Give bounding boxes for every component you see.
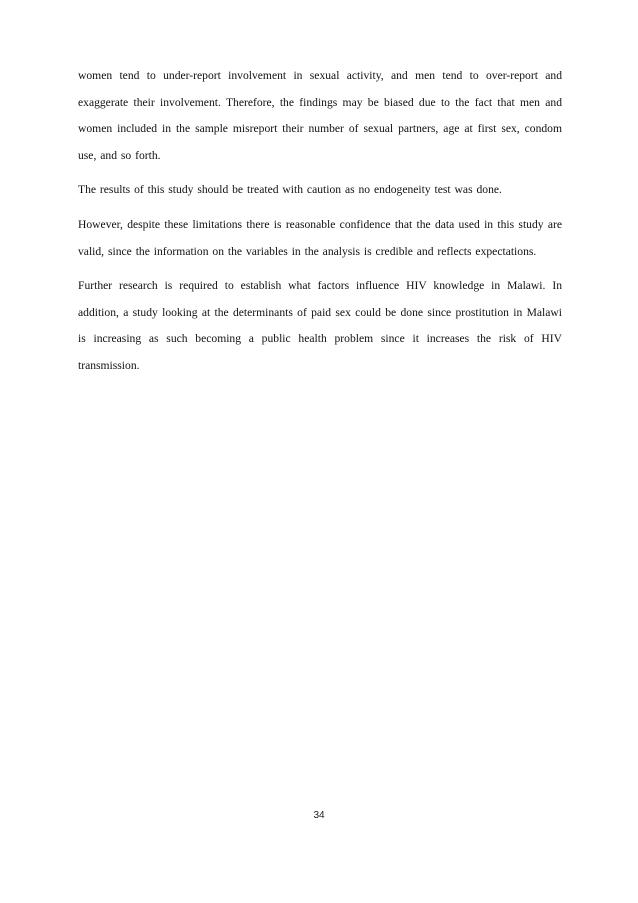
paragraph-further-research: Further research is required to establish what factors influence HIV knowledge in Malawi. In addition, a study looking at the determinants of paid sex could be done since prostitution in Malawi is increasing as such becoming a public health problem since it increases the risk of HIV transmission.	[78, 279, 562, 372]
paragraph-limitations-reporting: women tend to under-report involvement in sexual activity, and men tend to over-report and exaggerate their involvement. Therefore, the findings may be biased due to the fact that men and women included in the sample misreport their number of sexual partners, age at first sex, condom use, and so forth.	[78, 69, 562, 162]
body-text	[78, 63, 562, 388]
page-number: 34	[313, 810, 325, 821]
paragraph-caution-endogeneity: The results of this study should be treated with caution as no endogeneity test was done.	[78, 183, 502, 197]
paragraph-data-validity: However, despite these limitations there is reasonable confidence that the data used in this study are valid, since the information on the variables in the analysis is credible and reflects expectations.	[78, 217, 562, 258]
